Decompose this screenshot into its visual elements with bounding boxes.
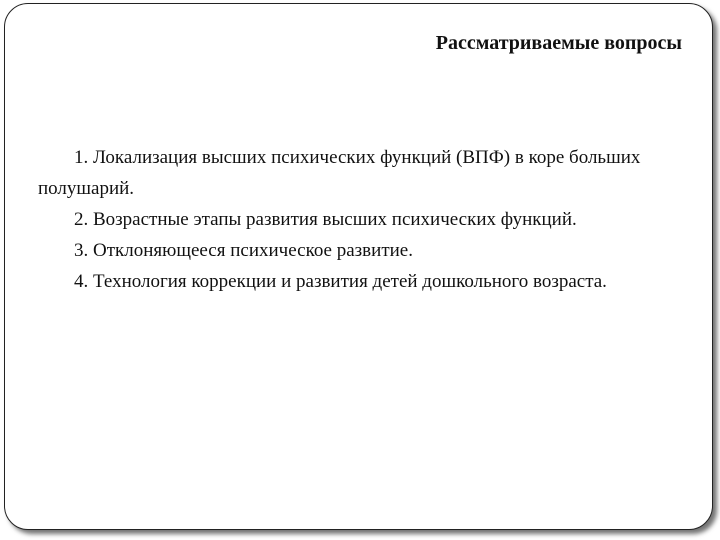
question-item-3: 3. Отклоняющееся психическое развитие. [74,240,413,261]
question-item-2: 2. Возрастные этапы развития высших психических функций. [74,209,577,230]
question-item-4: 4. Технология коррекции и развития детей дошкольного возраста. [74,271,607,292]
slide-frame [4,3,713,530]
slide-title: Рассматриваемые вопросы [435,32,682,54]
question-item-1: 1. Локализация высших психических функций (ВПФ) в коре больших полушарий. [38,147,641,199]
question-list [38,142,678,297]
